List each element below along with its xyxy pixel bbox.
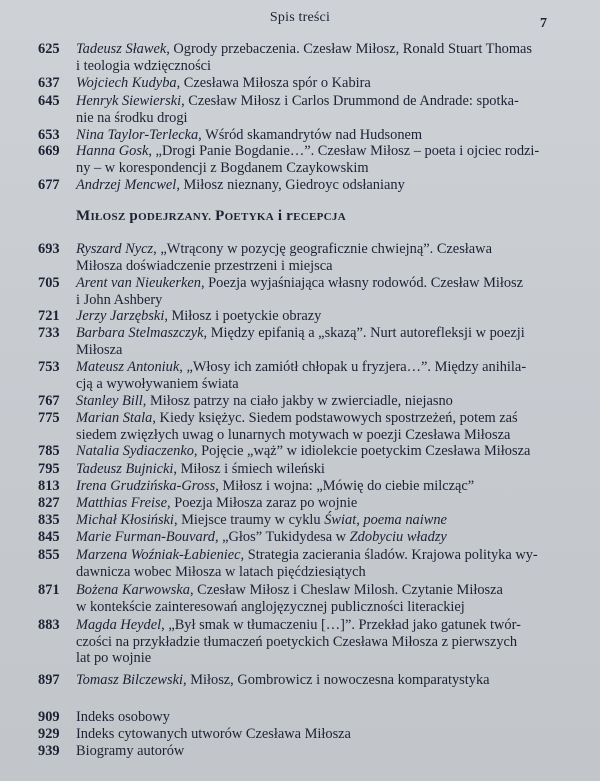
toc-entry (38, 325, 583, 358)
toc-page-ref: 637 (38, 75, 60, 91)
toc-entry (38, 495, 583, 512)
toc-author: Stanley Bill (76, 393, 143, 409)
toc-page-ref: 929 (38, 726, 60, 742)
toc-title: , Między epifanią a „skazą”. Nurt autorefleksji w poezji (203, 325, 525, 341)
toc-author: Ryszard Nycz (76, 241, 154, 257)
toc-entry (38, 672, 583, 689)
toc-page-ref: 795 (38, 461, 60, 477)
toc-italic-title: Zdobyciu władzy (349, 529, 447, 545)
toc-title-cont: lat po wojnie (76, 650, 152, 666)
toc-page-ref: 813 (38, 478, 60, 494)
toc-title: , Miłosz i poetyckie obrazy (164, 308, 322, 324)
toc-index-label: Biogramy autorów (76, 743, 185, 759)
toc-entry (38, 410, 583, 443)
toc-entry (38, 241, 583, 274)
toc-title-cont: Miłosza doświadczenie przestrzeni i miejsca (76, 257, 333, 274)
toc-page-ref: 827 (38, 495, 60, 511)
toc-entry (38, 512, 583, 529)
toc-title: , Miłosz, Gombrowicz i nowoczesna komparatystyka (183, 672, 490, 688)
toc-title: , Czesław Miłosz i Cheslaw Milosh. Czytanie Miłosza (189, 582, 503, 598)
toc-title-cont: nie na środku drogi (76, 109, 188, 126)
toc-index-entry (38, 726, 583, 743)
toc-page-ref: 733 (38, 325, 60, 341)
toc-author: Jerzy Jarzębski (76, 308, 165, 324)
toc-author: Andrzej Mencwel (76, 177, 177, 193)
toc-title: , Miłosz i śmiech wileński (173, 461, 325, 477)
toc-title: , „Głos” Tukidydesa w (214, 529, 350, 545)
toc-page-ref: 653 (38, 127, 60, 143)
toc-title: , Poezja wyjaśniająca własny rodowód. Czesław Miłosz (200, 275, 524, 291)
toc-title: , Miłosz nieznany, Giedroyc odsłaniany (176, 177, 405, 193)
toc-title: , Miłosz patrzy na ciało jakby w zwierciadle, niejasno (142, 393, 453, 409)
toc-author: Magda Heydel (76, 617, 162, 633)
toc-page-ref: 835 (38, 512, 60, 528)
toc-author: Nina Taylor-Terlecka (76, 127, 199, 143)
toc-entry (38, 275, 583, 308)
toc-author: Natalia Sydiaczenko (76, 443, 194, 459)
toc-title-cont: i John Ashbery (76, 291, 163, 308)
toc-author: Michał Kłosiński (76, 512, 174, 528)
toc-title: , „Wtrącony w pozycję geograficznie chwiejną”. Czesława (153, 241, 492, 257)
toc-author: Tadeusz Bujnicki (76, 461, 174, 477)
toc-index-entry (38, 709, 583, 726)
toc-page-ref: 669 (38, 143, 60, 159)
toc-entry (38, 529, 583, 546)
toc-title: , Ogrody przebaczenia. Czesław Miłosz, Ronald Stuart Thomas (166, 41, 533, 57)
toc-title-cont: w kontekście zainteresowań anglojęzycznej publiczności literackiej (76, 598, 465, 615)
toc-author: Matthias Freise (76, 495, 167, 511)
toc-title-cont: cją a wywoływaniem świata (76, 375, 239, 392)
toc-author: Tomasz Bilczewski (76, 672, 184, 688)
toc-page-ref: 939 (38, 743, 60, 759)
toc-page-ref: 785 (38, 443, 60, 459)
toc-page-ref: 645 (38, 93, 60, 109)
toc-author: Wojciech Kudyba (76, 75, 177, 91)
toc-entry (38, 75, 583, 92)
toc-title: , „Był smak w tłumaczeniu […]”. Przekład jako gatunek twór- (161, 617, 521, 633)
running-header: Spis treści (269, 10, 331, 25)
toc-page-ref: 625 (38, 41, 60, 57)
toc-entry (38, 478, 583, 495)
toc-entry (38, 143, 583, 176)
toc-page-ref: 909 (38, 709, 60, 725)
toc-page-ref: 775 (38, 410, 60, 426)
toc-title: , Czesława Miłosza spór o Kabira (176, 75, 371, 91)
toc-title-cont: Miłosza (76, 341, 123, 358)
toc-entry (38, 617, 583, 667)
toc-title-cont: i teologia wdzięczności (76, 57, 212, 74)
toc-italic-title: Świat, poema naiwne (324, 512, 447, 528)
toc-title-cont: dawnicza wobec Miłosza w latach pięćdziesiątych (76, 563, 366, 580)
toc-title-cont: ny – w korespondencji z Bogdanem Czaykowskim (76, 159, 369, 176)
toc-index-label: Indeks osobowy (76, 709, 170, 725)
toc-author: Henryk Siewierski (76, 93, 182, 109)
toc-page-ref: 871 (38, 582, 60, 598)
toc-title: , Poezja Miłosza zaraz po wojnie (167, 495, 358, 511)
toc-title: , Wśród skamandrytów nad Hudsonem (198, 127, 423, 143)
toc-page-ref: 721 (38, 308, 60, 324)
toc-index-label: Indeks cytowanych utworów Czesława Miłosza (76, 726, 351, 742)
toc-entry (38, 461, 583, 478)
toc-entry (38, 308, 583, 325)
toc-entry (38, 41, 583, 74)
toc-author: Irena Grudzińska-Gross (76, 478, 216, 494)
toc-page-ref: 705 (38, 275, 60, 291)
toc-title: , „Włosy ich zamiótł chłopak u fryzjera…”. Między anihila- (179, 359, 527, 375)
toc-title: , Kiedy księżyc. Siedem podstawowych spostrzeżeń, potem zaś (152, 410, 518, 426)
toc-index-entry (38, 743, 583, 760)
toc-author: Tadeusz Sławek (76, 41, 167, 57)
toc-entry (38, 177, 583, 194)
toc-title: , Strategia zacierania śladów. Krajowa polityka wy- (240, 547, 538, 563)
toc-author: Marian Stala (76, 410, 153, 426)
toc-author: Mateusz Antoniuk (76, 359, 180, 375)
toc-title: , Pojęcie „wąż” w idiolekcie poetyckim Czesława Miłosza (193, 443, 531, 459)
toc-page-ref: 883 (38, 617, 60, 633)
toc-title: , Miłosz i wojna: „Mówię do ciebie milcząc” (215, 478, 475, 494)
toc-page-ref: 753 (38, 359, 60, 375)
toc-title-cont: siedem zwięzłych uwag o lunarnych motywach w poezji Czesława Miłosza (76, 426, 511, 443)
toc-author: Marzena Woźniak-Łabieniec (76, 547, 241, 563)
page-number: 7 (540, 16, 547, 31)
toc-entry (38, 443, 583, 460)
toc-entry (38, 359, 583, 392)
toc-title: , Czesław Miłosz i Carlos Drummond de Andrade: spotka- (181, 93, 519, 109)
toc-page-ref: 693 (38, 241, 60, 257)
toc-entry (38, 547, 583, 580)
toc-entry (38, 93, 583, 126)
toc-title: , „Drogi Panie Bogdanie…”. Czesław Miłosz – poeta i ojciec rodzi- (148, 143, 540, 159)
toc-author: Barbara Stelmaszczyk (76, 325, 204, 341)
toc-page-ref: 767 (38, 393, 60, 409)
toc-entry (38, 393, 583, 410)
toc-page-ref: 845 (38, 529, 60, 545)
toc-author: Bożena Karwowska (76, 582, 190, 598)
toc-author: Marie Furman-Bouvard (76, 529, 215, 545)
section-heading: MIŁOSZ pODEJRZANY. POETYKA i rECEPCJA (76, 208, 346, 224)
toc-entry (38, 127, 583, 144)
toc-title-cont: czości na przykładzie tłumaczeń poetyckich Czesława Miłosza z pierwszych (76, 633, 518, 650)
toc-entry (38, 582, 583, 615)
toc-title: , Miejsce traumy w cyklu (173, 512, 325, 528)
toc-page-ref: 677 (38, 177, 60, 193)
toc-page-ref: 897 (38, 672, 60, 688)
toc-author: Arent van Nieukerken (76, 275, 201, 291)
toc-page-ref: 855 (38, 547, 60, 563)
toc-author: Hanna Gosk (76, 143, 149, 159)
